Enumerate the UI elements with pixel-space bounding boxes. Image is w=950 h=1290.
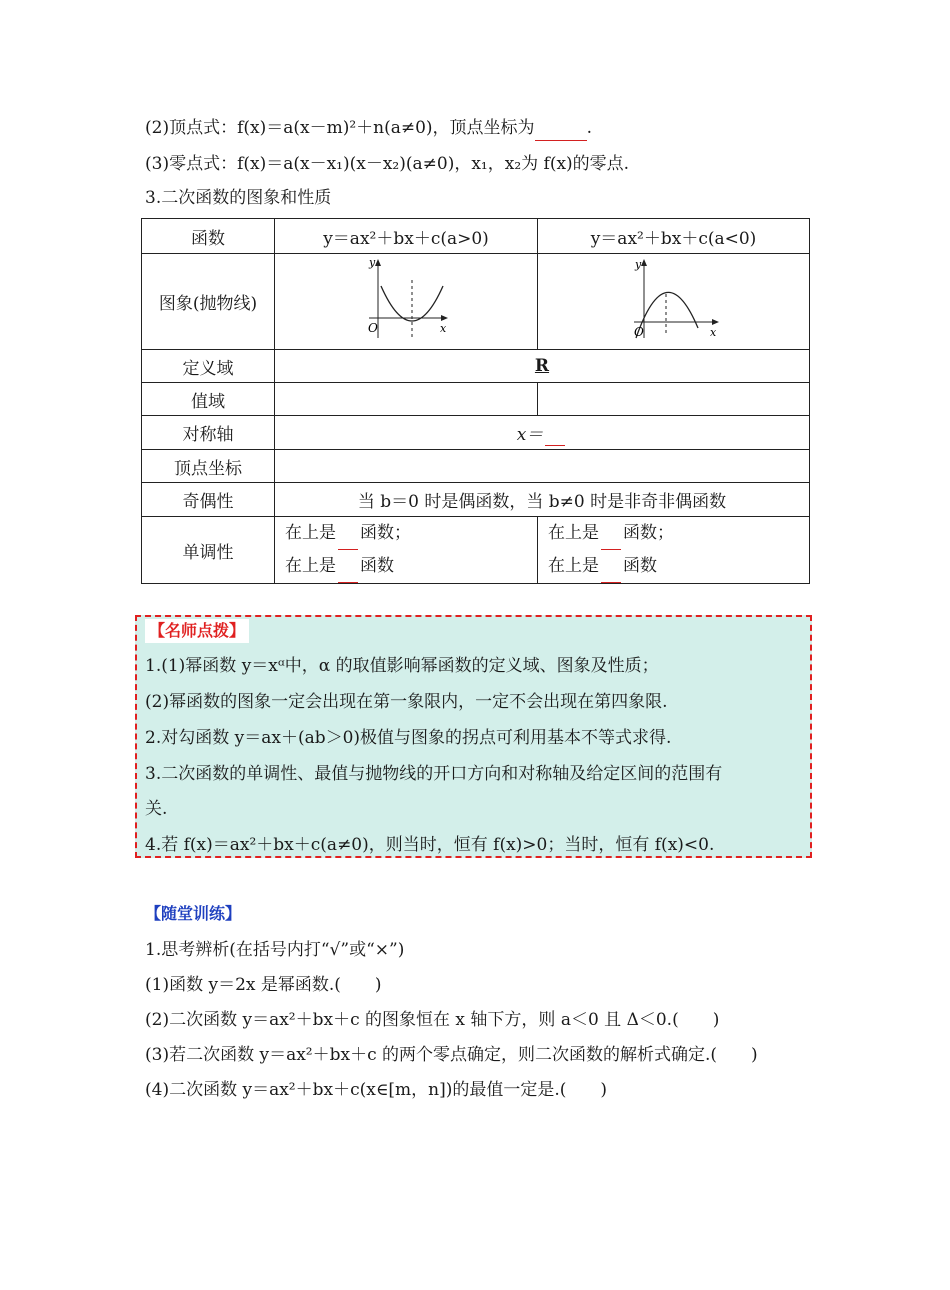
header-function: 函数: [142, 219, 275, 254]
monotonicity-positive: [275, 517, 538, 584]
graph-label: 图象(抛物线): [142, 254, 275, 350]
monotonicity-row: [142, 517, 810, 584]
graph-row: [142, 254, 810, 350]
monotonicity-label: 单调性: [142, 517, 275, 584]
mono-neg-1b: 函数；: [623, 523, 674, 543]
vertex-label: 顶点坐标: [142, 450, 275, 483]
range-cell-positive[interactable]: [275, 383, 538, 416]
origin-label-2: O: [633, 325, 644, 339]
axis-row: [142, 416, 810, 450]
vertex-row: [142, 450, 810, 483]
graph-cell-downward: [538, 254, 810, 350]
training-item-3: (2)二次函数 y＝ax²＋bx＋c 的图象恒在 x 轴下方，则 a＜0 且 Δ＜0.( ): [145, 1010, 720, 1030]
axis-label: 对称轴: [142, 416, 275, 450]
origin-label: O: [368, 321, 378, 335]
mono-neg-1a: 在上是: [548, 523, 599, 543]
upward-parabola-graph: [361, 256, 451, 342]
mono-pos-1b: 函数；: [360, 523, 411, 543]
mono-neg-2b: 函数: [623, 556, 657, 576]
y-axis-label: y: [369, 256, 376, 269]
mono-pos-line-1: [285, 517, 531, 550]
training-item-4: (3)若二次函数 y＝ax²＋bx＋c 的两个零点确定，则二次函数的解析式确定.( ): [145, 1045, 758, 1065]
tip-item-1: 1.(1)幂函数 y＝xᵅ中，α 的取值影响幂函数的定义域、图象及性质；: [145, 656, 659, 676]
mono-neg-line-1: [548, 517, 803, 550]
mono-pos-2a: 在上是: [285, 556, 336, 576]
x-axis-label: x: [440, 322, 447, 335]
tip-item-6: 4.若 f(x)＝ax²＋bx＋c(a≠0)，则当时，恒有 f(x)>0；当时，恒有 f(x)<0.: [145, 835, 715, 855]
graph-cell-upward: [275, 254, 538, 350]
downward-parabola-graph: [626, 256, 722, 342]
mono-pos-blank-1[interactable]: [338, 517, 358, 550]
table-header-row: [142, 219, 810, 254]
domain-r: R: [534, 356, 550, 376]
tip-item-5: 关.: [145, 799, 168, 819]
mono-pos-line-2: [285, 550, 531, 583]
tip-item-2: (2)幂函数的图象一定会出现在第一象限内，一定不会出现在第四象限.: [145, 692, 668, 712]
vertex-form-text: (2)顶点式：f(x)＝a(x－m)²＋n(a≠0)，顶点坐标为: [145, 118, 535, 138]
axis-value-cell: [275, 416, 810, 450]
mono-neg-blank-1[interactable]: [601, 517, 621, 550]
range-row: [142, 383, 810, 416]
vertex-blank[interactable]: [535, 116, 587, 141]
domain-value: [275, 350, 810, 383]
y-axis-label-2: y: [634, 258, 641, 271]
parity-value: 当 b＝0 时是偶函数，当 b≠0 时是非奇非偶函数: [275, 483, 810, 517]
header-a-positive: y＝ax²＋bx＋c(a>0): [275, 219, 538, 254]
mono-pos-2b: 函数: [360, 556, 394, 576]
mono-neg-blank-2[interactable]: [601, 550, 621, 583]
teacher-tips-title: 【名师点拨】: [145, 619, 249, 643]
parity-row: [142, 483, 810, 517]
tip-item-4: 3.二次函数的单调性、最值与抛物线的开口方向和对称轴及给定区间的范围有: [145, 764, 723, 784]
zero-form-line: (3)零点式：f(x)＝a(x－x₁)(x－x₂)(a≠0)，x₁，x₂为 f(x)的零点.: [145, 154, 630, 174]
x-axis-label-2: x: [709, 326, 716, 339]
range-cell-negative[interactable]: [538, 383, 810, 416]
header-a-negative: y＝ax²＋bx＋c(a<0): [538, 219, 810, 254]
vertex-value-cell[interactable]: [275, 450, 810, 483]
monotonicity-negative: [538, 517, 810, 584]
training-item-2: (1)函数 y＝2x 是幂函数.( ): [145, 975, 382, 995]
vertex-form-end: .: [586, 118, 592, 138]
axis-blank[interactable]: [545, 425, 565, 446]
range-label: 值域: [142, 383, 275, 416]
mono-neg-2a: 在上是: [548, 556, 599, 576]
domain-row: [142, 350, 810, 383]
parity-label: 奇偶性: [142, 483, 275, 517]
domain-label: 定义域: [142, 350, 275, 383]
training-title: 【随堂训练】: [145, 904, 242, 923]
vertex-form-line: [145, 116, 592, 141]
training-item-1: 1.思考辨析(在括号内打“√”或“×”): [145, 940, 405, 960]
mono-neg-line-2: [548, 550, 803, 583]
mono-pos-1a: 在上是: [285, 523, 336, 543]
quadratic-properties-table: [141, 218, 810, 584]
axis-value: x＝: [516, 424, 544, 445]
section-3-heading: 3.二次函数的图象和性质: [145, 188, 332, 208]
training-item-5: (4)二次函数 y＝ax²＋bx＋c(x∈[m，n])的最值一定是.( ): [145, 1080, 608, 1100]
mono-pos-blank-2[interactable]: [338, 550, 358, 583]
tip-item-3: 2.对勾函数 y＝ax＋(ab＞0)极值与图象的拐点可利用基本不等式求得.: [145, 728, 672, 748]
